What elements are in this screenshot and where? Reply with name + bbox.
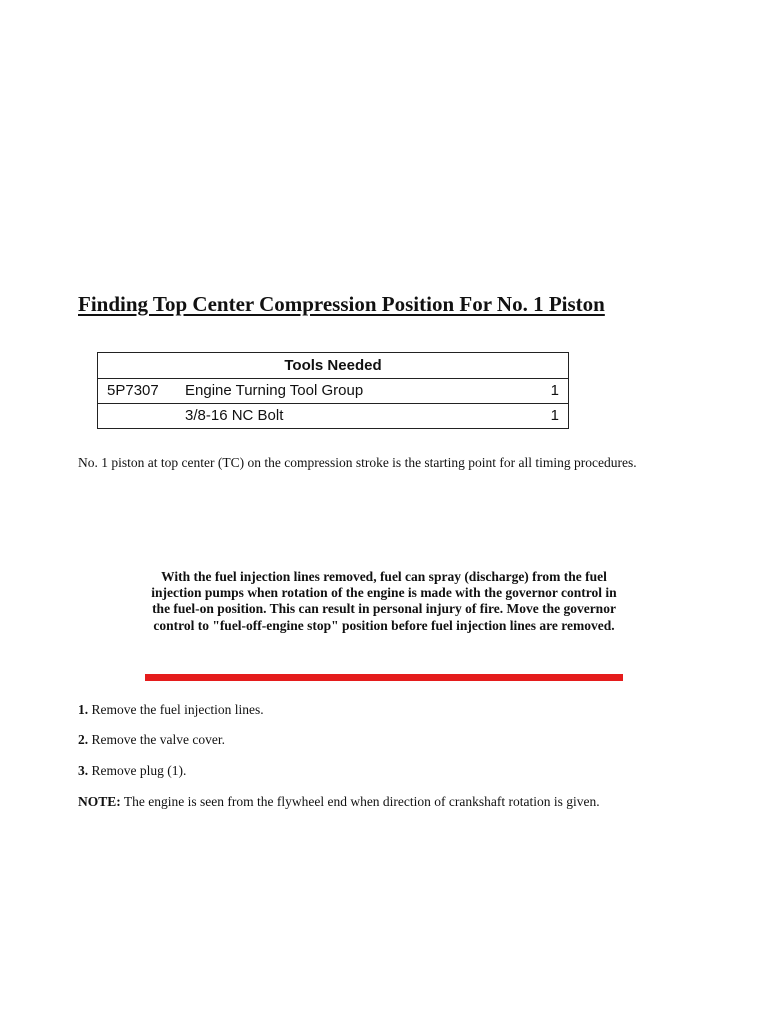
step-text: Remove the valve cover. bbox=[88, 732, 225, 747]
page-title: Finding Top Center Compression Position For No. 1 Piston bbox=[78, 292, 605, 316]
tool-part-number: 5P7307 bbox=[98, 379, 177, 404]
tool-part-number bbox=[98, 404, 177, 429]
table-row bbox=[98, 379, 569, 404]
tool-quantity: 1 bbox=[530, 379, 569, 404]
step-number: 1. bbox=[78, 702, 89, 717]
note bbox=[78, 794, 600, 810]
step-item bbox=[78, 763, 186, 779]
tools-table-header-row bbox=[98, 353, 569, 379]
warning-text: With the fuel injection lines removed, fuel can spray (discharge) from the fuel injection pumps when rotation of the engine is made with the governor control in the fuel-on position. This can result in personal injury of fire. Move the governor control to "fuel-off-engine stop" position before fuel injection lines are removed. bbox=[151, 569, 617, 633]
step-text: Remove the fuel injection lines. bbox=[88, 702, 264, 717]
step-number: 3. bbox=[78, 763, 89, 778]
step-item bbox=[78, 732, 225, 748]
note-label: NOTE: bbox=[78, 794, 121, 809]
tool-description: 3/8-16 NC Bolt bbox=[176, 404, 530, 429]
warning-bar bbox=[145, 674, 623, 681]
tools-table-header: Tools Needed bbox=[98, 353, 569, 379]
tools-table bbox=[97, 352, 569, 429]
tool-quantity: 1 bbox=[530, 404, 569, 429]
intro-paragraph: No. 1 piston at top center (TC) on the compression stroke is the starting point for all timing procedures. bbox=[78, 455, 637, 470]
table-row bbox=[98, 404, 569, 429]
step-item bbox=[78, 702, 264, 718]
tool-description: Engine Turning Tool Group bbox=[176, 379, 530, 404]
note-text: The engine is seen from the flywheel end when direction of crankshaft rotation is given. bbox=[120, 794, 600, 809]
step-text: Remove plug (1). bbox=[88, 763, 187, 778]
step-number: 2. bbox=[78, 732, 89, 747]
